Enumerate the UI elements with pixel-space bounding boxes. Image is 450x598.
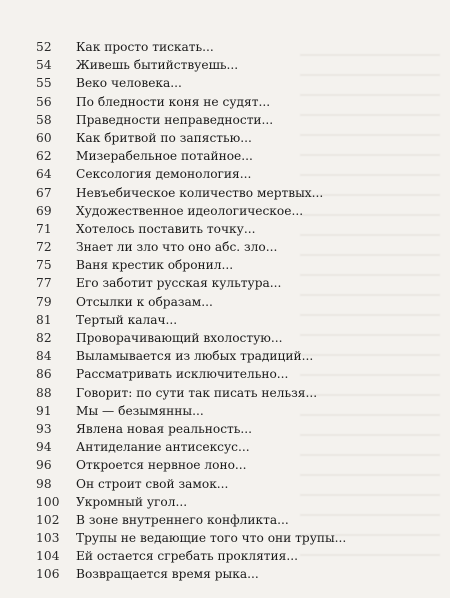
toc-entry bbox=[0, 56, 450, 74]
toc-title: Явлена новая реальность... bbox=[76, 421, 253, 436]
toc-entry bbox=[0, 111, 450, 129]
toc-page-number: 88 bbox=[36, 385, 52, 400]
toc-title: Ваня крестик обронил... bbox=[76, 258, 234, 273]
toc-entry bbox=[0, 438, 450, 456]
toc-page-number: 77 bbox=[36, 276, 52, 291]
toc-entry bbox=[0, 565, 450, 583]
toc-title: Праведности неправедности... bbox=[76, 112, 274, 127]
toc-entry bbox=[0, 529, 450, 547]
toc-title: Возвращается время рыка... bbox=[76, 567, 259, 582]
toc-page-number: 79 bbox=[36, 294, 52, 309]
toc-entry bbox=[0, 293, 450, 311]
toc-title: По бледности коня не судят... bbox=[76, 94, 271, 109]
toc-page-number: 54 bbox=[36, 58, 52, 73]
toc-page-number: 60 bbox=[36, 130, 52, 145]
toc-page-number: 84 bbox=[36, 349, 52, 364]
toc-title: Говорит: по сути так писать нельзя... bbox=[76, 385, 318, 400]
toc-title: Ей остается сгребать проклятия... bbox=[76, 549, 298, 564]
toc-page-number: 100 bbox=[36, 494, 60, 509]
toc-page-number: 52 bbox=[36, 40, 52, 54]
toc-title: Художественное идеологическое... bbox=[76, 203, 304, 218]
toc-page-number: 91 bbox=[36, 403, 52, 418]
toc-page-number: 75 bbox=[36, 258, 52, 273]
toc-title: Проворачивающий вхолостую... bbox=[76, 331, 283, 345]
toc-title: В зоне внутреннего конфликта... bbox=[76, 512, 289, 527]
toc-entry bbox=[0, 256, 450, 274]
toc-page-number: 93 bbox=[36, 421, 52, 436]
toc-title: Как просто тискать... bbox=[76, 40, 214, 54]
toc-title: Его заботит русская культура... bbox=[76, 276, 282, 291]
toc-title: Невъебическое количество мертвых... bbox=[76, 185, 324, 200]
toc-title: Живешь бытийствуешь... bbox=[76, 58, 239, 73]
toc-entry bbox=[0, 74, 450, 92]
toc-page-number: 62 bbox=[36, 149, 52, 164]
toc-entry bbox=[0, 220, 450, 238]
toc-page-number: 94 bbox=[36, 440, 52, 455]
toc-entry bbox=[0, 329, 450, 347]
toc-page-number: 96 bbox=[36, 458, 52, 473]
toc-title: Рассматривать исключительно... bbox=[76, 367, 289, 382]
toc-entry bbox=[0, 456, 450, 474]
toc-title: Веко человека... bbox=[76, 76, 182, 91]
toc-entry bbox=[0, 165, 450, 183]
toc-title: Антиделание антисексус... bbox=[76, 440, 250, 455]
toc-entry bbox=[0, 274, 450, 292]
toc-title: Он строит свой замок... bbox=[76, 476, 229, 491]
toc-page-number: 86 bbox=[36, 367, 52, 382]
toc-page-number: 56 bbox=[36, 94, 52, 109]
toc-entry bbox=[0, 147, 450, 165]
toc-entry bbox=[0, 511, 450, 529]
toc-entry bbox=[0, 365, 450, 383]
table-of-contents bbox=[0, 38, 450, 584]
toc-page-number: 103 bbox=[36, 531, 60, 546]
toc-page-number: 67 bbox=[36, 185, 52, 200]
toc-title: Укромный угол... bbox=[76, 494, 188, 509]
toc-title: Мизерабельное потайное... bbox=[76, 149, 253, 164]
toc-title: Мы — безымянны... bbox=[76, 403, 204, 418]
toc-title: Выламывается из любых традиций... bbox=[76, 349, 314, 364]
toc-title: Сексология демонология... bbox=[76, 167, 252, 182]
toc-page-number: 102 bbox=[36, 512, 60, 527]
toc-page-number: 64 bbox=[36, 167, 52, 182]
toc-page-number: 104 bbox=[36, 549, 60, 564]
toc-title: Отсылки к образам... bbox=[76, 294, 213, 309]
toc-title: Как бритвой по запястью... bbox=[76, 130, 252, 145]
toc-entry bbox=[0, 420, 450, 438]
toc-page-number: 69 bbox=[36, 203, 52, 218]
toc-page-number: 71 bbox=[36, 221, 52, 236]
toc-title: Хотелось поставить точку... bbox=[76, 221, 256, 236]
toc-entry bbox=[0, 129, 450, 147]
toc-entry bbox=[0, 93, 450, 111]
toc-page-number: 98 bbox=[36, 476, 52, 491]
toc-page-number: 82 bbox=[36, 331, 52, 345]
toc-page-number: 55 bbox=[36, 76, 52, 91]
toc-title: Знает ли зло что оно абс. зло... bbox=[76, 240, 278, 255]
toc-title: Откроется нервное лоно... bbox=[76, 458, 247, 473]
toc-entry bbox=[0, 311, 450, 329]
toc-entry bbox=[0, 493, 450, 511]
toc-entry bbox=[0, 347, 450, 365]
toc-entry bbox=[0, 238, 450, 256]
toc-entry bbox=[0, 475, 450, 493]
toc-page-number: 72 bbox=[36, 240, 52, 255]
toc-entry bbox=[0, 547, 450, 565]
toc-entry bbox=[0, 38, 450, 56]
toc-entry bbox=[0, 402, 450, 420]
toc-title: Тертый калач... bbox=[76, 312, 178, 327]
toc-page-number: 106 bbox=[36, 567, 60, 582]
toc-entry bbox=[0, 202, 450, 220]
toc-page-number: 58 bbox=[36, 112, 52, 127]
toc-entry bbox=[0, 384, 450, 402]
toc-page-number: 81 bbox=[36, 312, 52, 327]
toc-title: Трупы не ведающие того что они трупы... bbox=[76, 531, 347, 546]
toc-entry bbox=[0, 184, 450, 202]
